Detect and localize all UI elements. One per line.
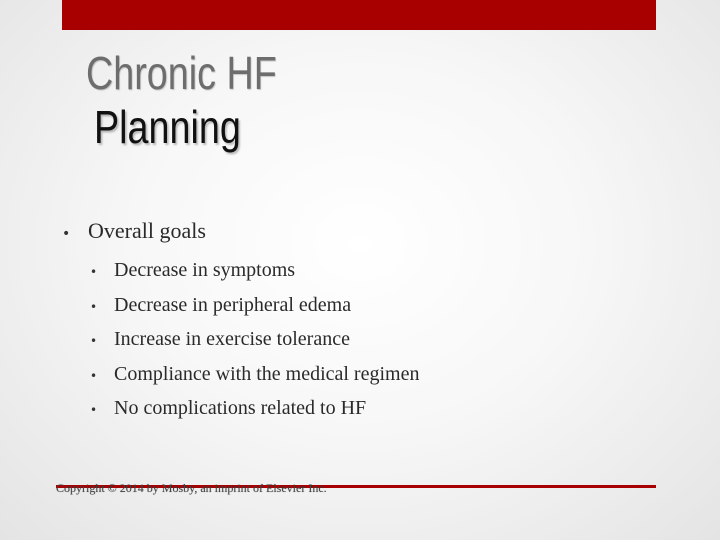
- sub-bullet-item: [90, 290, 662, 325]
- sub-bullet-text: Increase in exercise tolerance: [114, 328, 350, 350]
- sub-bullet-item: [90, 393, 662, 428]
- main-bullet-text: Overall goals: [88, 218, 206, 243]
- bullet-icon: •: [90, 334, 98, 348]
- bullet-icon: •: [90, 299, 98, 314]
- copyright-text: Copyright © 2014 by Mosby, an imprint of Elsevier Inc.: [56, 481, 327, 495]
- title-line-planning: Planning: [94, 101, 241, 153]
- sub-bullet-item: [90, 359, 662, 394]
- bullet-icon: •: [90, 368, 98, 383]
- sub-bullet-text: No complications related to HF: [114, 397, 367, 419]
- sub-bullet-text: Compliance with the medical regimen: [114, 362, 420, 385]
- bullet-icon: •: [62, 226, 71, 242]
- slide-content: [62, 216, 662, 428]
- sub-bullet-text: Decrease in peripheral edema: [114, 293, 352, 316]
- top-accent-bar: [62, 0, 656, 30]
- main-bullet-item: [62, 216, 662, 249]
- bullet-icon: •: [90, 265, 98, 279]
- sub-bullet-text: Decrease in symptoms: [114, 259, 296, 281]
- bullet-icon: •: [90, 403, 98, 417]
- slide-title: [86, 47, 319, 153]
- sub-bullet-item: [90, 255, 662, 290]
- title-line-chronic-hf: Chronic HF: [86, 47, 277, 99]
- sub-bullet-list: [62, 255, 662, 428]
- sub-bullet-item: [90, 324, 662, 359]
